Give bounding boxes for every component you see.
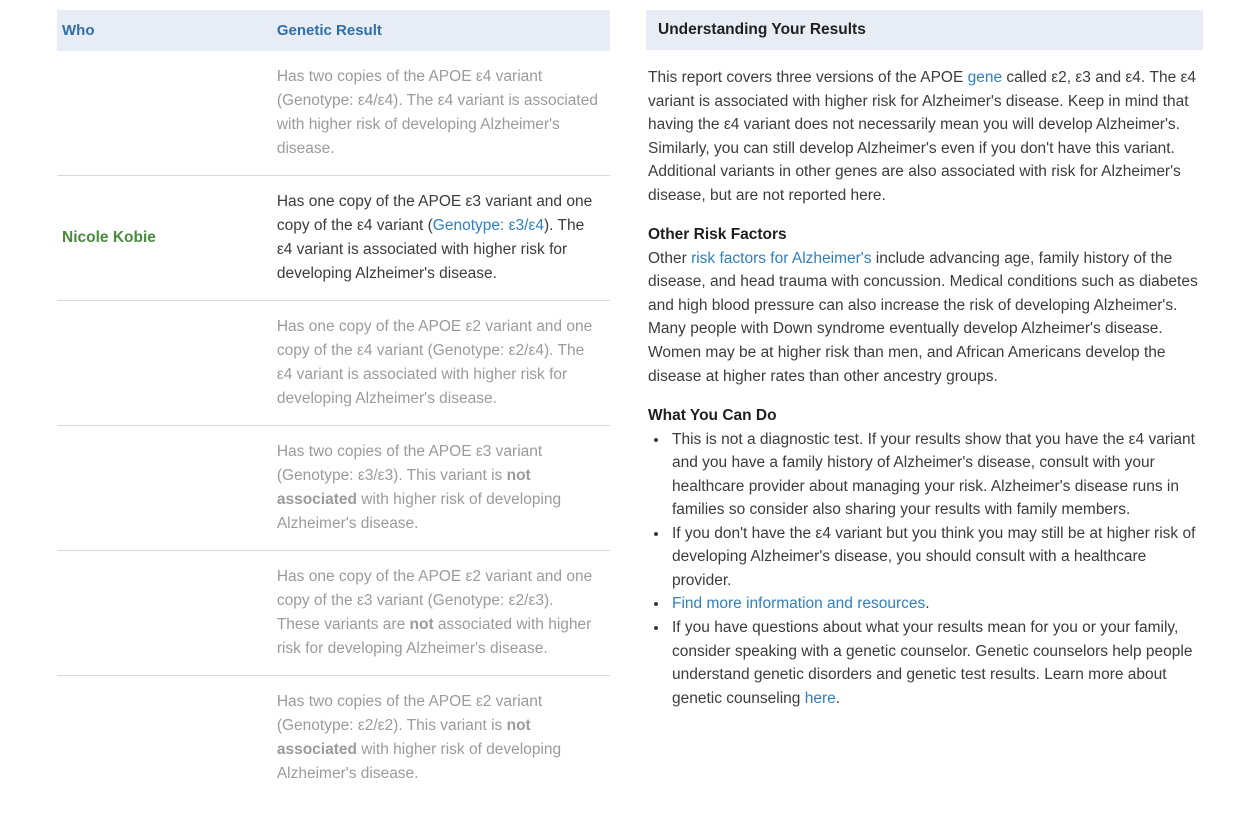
other-risk-factors-section [648,223,1201,388]
understanding-your-results-panel [646,10,1203,726]
text-run: with higher risk of developing Alzheimer's disease. [276,491,562,533]
panel-body [646,50,1203,710]
inline-link[interactable]: gene [967,69,1003,86]
column-header-genetic-result: Genetic Result [269,10,610,51]
cell-genetic-result [269,551,610,676]
table-header-row [57,10,610,51]
text-run: Has two copies of the APOE ε4 variant (Genotype: ε4/ε4). The ε4 variant is associated with higher risk of developing Alzheimer's disease. [276,68,598,158]
inline-link[interactable]: here [804,689,836,707]
text-run: This report covers three versions of the APOE [648,69,968,86]
text-run: If you have questions about what your results mean for you or your family, consider speaking with a genetic counselor. Genetic counselors help people understand genetic disorders and genetic test results. Learn more about genetic counseling [672,619,1193,707]
list-item [669,522,1201,593]
cell-who: Nicole Kobie [57,176,269,301]
text-run: Other [648,249,692,267]
inline-link[interactable]: risk factors for Alzheimer's [691,249,872,267]
what-you-can-do-list [648,428,1201,711]
text-run: . [835,689,841,707]
list-item [669,616,1201,710]
cell-genetic-result [269,176,610,301]
cell-who [57,426,269,551]
list-item [669,428,1201,522]
text-run: This is not a diagnostic test. If your results show that you have the ε4 variant and you have a family history of Alzheimer's disease, consult with your healthcare provider about managing your risk. Alzheimer's disease runs in families so consider also sharing your results with family members. [672,430,1195,519]
column-header-who: Who [57,10,269,51]
intro-paragraph [648,66,1201,207]
table-row [57,51,610,176]
cell-genetic-result [269,301,610,426]
table-row [57,676,610,801]
text-run: . [925,595,930,613]
inline-link[interactable]: Genotype: ε3/ε4 [432,217,544,235]
cell-who [57,51,269,176]
what-you-can-do-title: What You Can Do [648,407,777,425]
table-row [57,176,610,301]
text-run: Has one copy of the APOE ε2 variant and one copy of the ε4 variant (Genotype: ε2/ε4). The ε4 variant is associated with higher risk for developing Alzheimer's disease. [276,318,593,408]
text-run: Has one copy of the APOE ε2 variant and one copy of the ε3 variant (Genotype: ε2/ε3). These variants are [276,568,593,634]
text-run: Has two copies of the APOE ε2 variant (Genotype: ε2/ε2). This variant is [276,693,543,735]
table-header [57,10,610,51]
genetic-results-table [57,10,610,800]
text-run: called ε2, ε3 and ε4. The ε4 variant is associated with higher risk for Alzheimer's disease. Keep in mind that having the ε4 variant does not necessarily mean you will develop Alzheimer's. Similarly, you can still develop Alzheimer's even if you don't have this variant. Additional variants in other genes are also associated with risk for Alzheimer's disease, but are not reported here. [648,69,1197,204]
cell-who [57,551,269,676]
cell-genetic-result [269,676,610,801]
other-risk-factors-title: Other Risk Factors [648,226,787,244]
text-run: Has one copy of the APOE ε3 variant and one copy of the ε4 variant ( [276,193,593,235]
text-run: Has two copies of the APOE ε3 variant (Genotype: ε3/ε3). This variant is [276,443,543,485]
inline-link[interactable]: Find more information and resources [672,595,926,613]
cell-who [57,676,269,801]
text-run: associated with higher risk for developing Alzheimer's disease. [276,616,592,658]
emphasis-text: not [409,616,434,634]
table-row [57,551,610,676]
emphasis-text: not associated [276,467,531,509]
what-you-can-do-section [648,404,1201,710]
panel-title: Understanding Your Results [646,10,1203,50]
emphasis-text: not associated [276,717,531,759]
text-run: If you don't have the ε4 variant but you think you may still be at higher risk of developing Alzheimer's disease, you should consult with a healthcare provider. [672,524,1196,589]
table-body [57,51,610,800]
table-row [57,426,610,551]
list-item [669,592,1201,616]
cell-who [57,301,269,426]
text-run: include advancing age, family history of the disease, and head trauma with concussion. Medical conditions such as diabetes and high blood pressure can also increase the risk of developing Alzheimer's. Many people with Down syndrome eventually develop Alzheimer's disease. Women may be at higher risk than men, and African Americans develop the disease at higher rates than other ancestry groups. [648,249,1198,385]
cell-genetic-result [269,426,610,551]
other-risk-factors-text [648,247,1201,388]
text-run: ). The ε4 variant is associated with higher risk for developing Alzheimer's disease. [276,217,585,283]
text-run: with higher risk of developing Alzheimer's disease. [276,741,562,783]
cell-genetic-result [269,51,610,176]
table-row [57,301,610,426]
